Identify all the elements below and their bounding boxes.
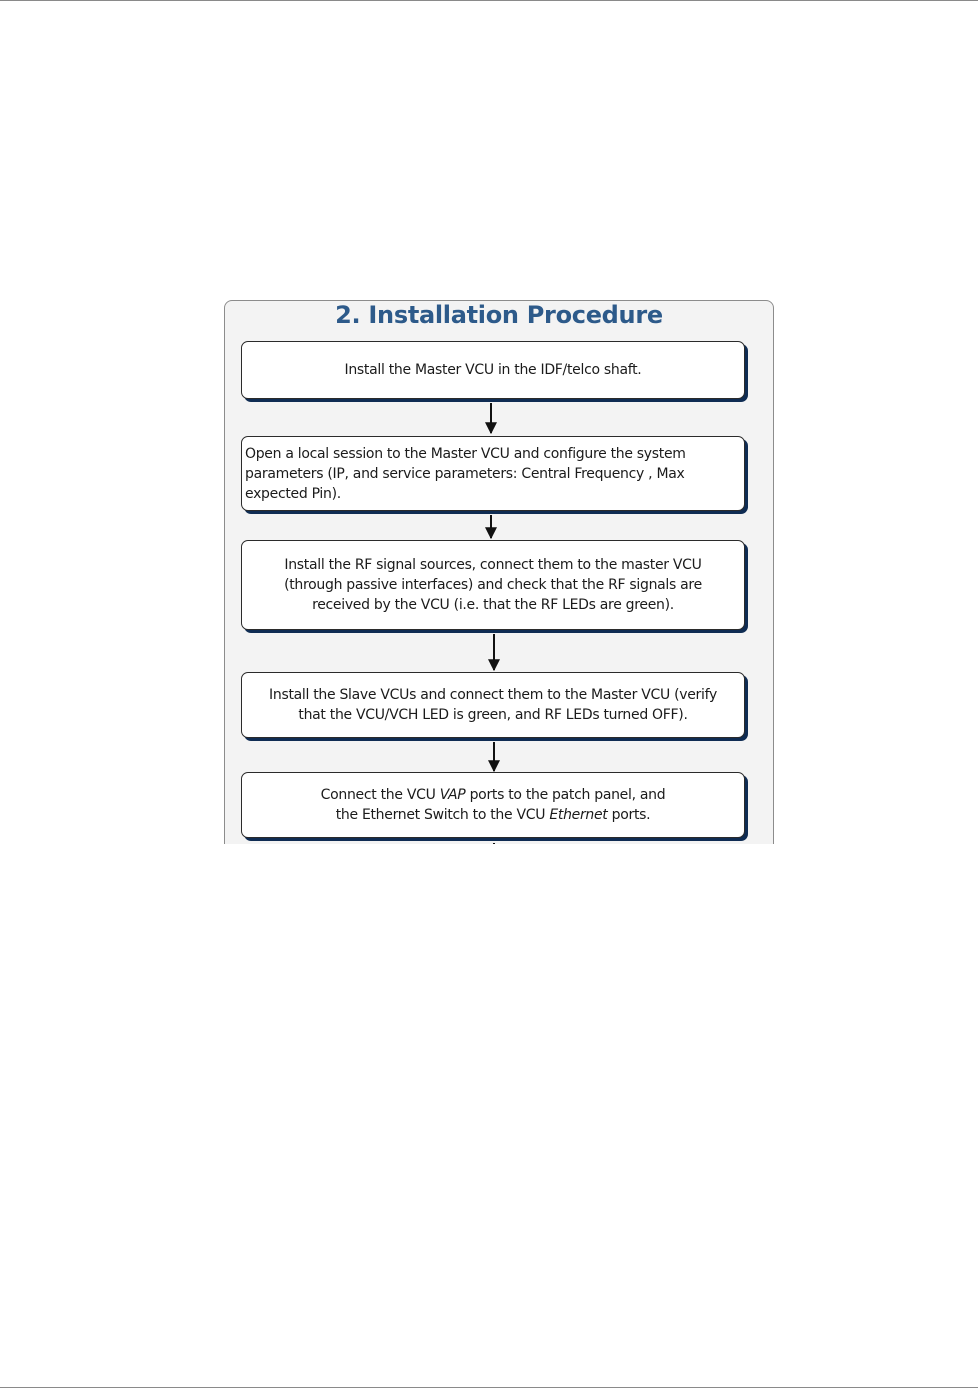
procedure-title: 2. Installation Procedure [335,301,663,329]
step-install-master-vcu [241,341,745,399]
step-5-ethernet-term: Ethernet [549,807,608,823]
step-5-line-1-a: Connect the VCU [320,787,440,803]
step-5-line-1-b: ports to the patch panel, and [465,787,666,803]
step-2-line-1: Open a local session to the Master VCU and configure the system [245,445,686,462]
step-install-slave-vcus [241,672,745,738]
step-connect-vap-ports [241,772,745,838]
step-3-line-3: received by the VCU (i.e. that the RF LEDs are green). [312,597,674,613]
step-5-line-2-b: ports. [607,807,651,823]
step-install-rf-sources [241,540,745,630]
step-3-line-1: Install the RF signal sources, connect them to the master VCU [284,557,702,573]
step-4-line-1: Install the Slave VCUs and connect them to the Master VCU (verify [269,687,717,703]
step-2-line-2: parameters (IP, and service parameters: Central Frequency , Max [245,465,685,482]
step-5-line-2-a: the Ethernet Switch to the VCU [335,807,550,823]
installation-procedure-figure [224,300,774,844]
step-3-line-2: (through passive interfaces) and check that the RF signals are [284,577,702,593]
step-configure-system-parameters [241,436,745,511]
page-bottom-rule [0,1387,978,1388]
page-top-rule [0,0,978,1]
step-5-vap-term: VAP [439,787,466,803]
step-1-line-1: Install the Master VCU in the IDF/telco shaft. [344,362,642,378]
step-2-line-3: expected Pin). [245,485,341,502]
step-4-line-2: that the VCU/VCH LED is green, and RF LEDs turned OFF). [298,707,688,723]
